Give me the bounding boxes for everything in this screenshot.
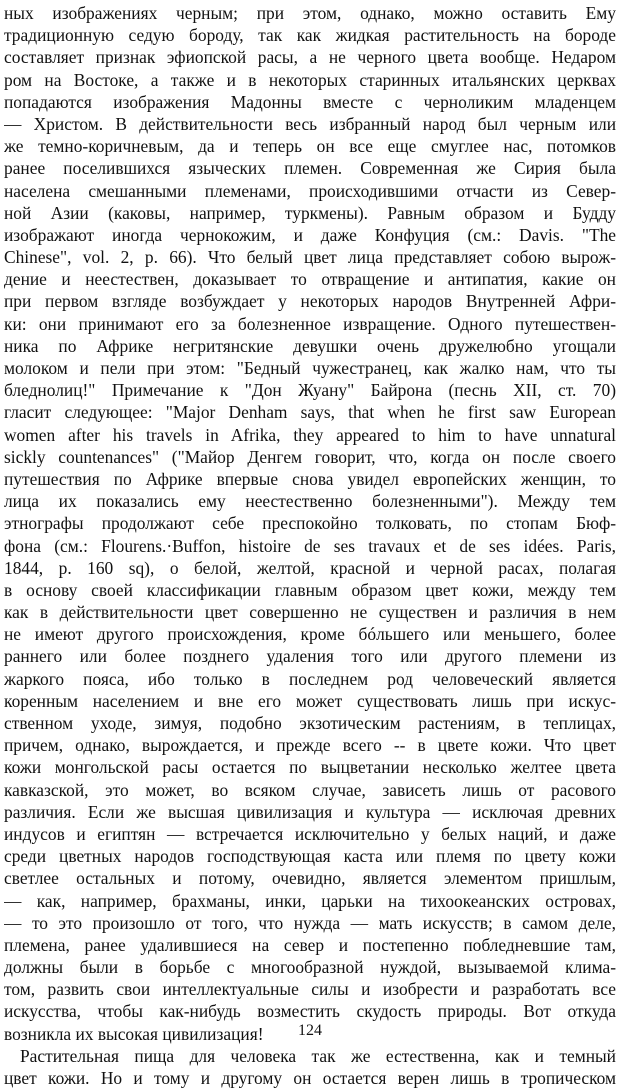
text-line: фона (см.: Flourens.·Buffon, histoire de ses travaux et de ses idées. Paris, — [4, 535, 616, 556]
body-text — [4, 2, 616, 1089]
text-line: лица их показались ему неестественно болезненными"). Между тем — [4, 491, 616, 512]
text-line: гласит следующее: "Major Denham says, that when he first saw European — [4, 402, 616, 423]
text-line: изображают иногда чернокожим, и даже Конфуция (см.: Davis. "The — [4, 224, 616, 245]
page-number: 124 — [298, 1022, 322, 1039]
text-line: искусства, чтобы как-нибудь возместить скудость природы. Вот откуда — [4, 1001, 616, 1022]
text-line: кожи монгольской расы остается по выцветании несколько желтее цвета — [4, 757, 616, 778]
text-line: не имеют другого происхождения, кроме бóльшего или меньшего, более — [4, 624, 616, 645]
text-line: составляет признак эфиопской расы, а не черного цвета вообще. Недаром — [4, 47, 616, 68]
text-line: должны были в борьбе с многообразной нуждой, вызываемой клима- — [4, 957, 616, 978]
text-line: ника по Африке негритянские девушки очень дружелюбно угощали — [4, 335, 616, 356]
text-line: — Христом. В действительности весь избранный народ был черным или — [4, 113, 616, 134]
text-line: раннего или более позднего удаления того или другого племени из — [4, 646, 616, 667]
text-line: ранее поселившихся языческих племен. Современная же Сирия была — [4, 158, 616, 179]
text-line: ки: они принимают его за болезненное извращение. Одного путешествен- — [4, 313, 616, 334]
text-line: путешествия по Африке впервые снова увидел европейских женщин, то — [4, 468, 616, 489]
text-line: же темно-коричневым, да и теперь он все еще смуглее нас, потомков — [4, 136, 616, 157]
text-line: жаркого пояса, ибо только в последнем род человеческий является — [4, 668, 616, 689]
text-line: при первом взгляде возбуждает у некоторых народов Внутренней Афри- — [4, 291, 616, 312]
text-line: бледнолиц!" Примечание к "Дон Жуану" Байрона (песнь XII, ст. 70) — [4, 380, 616, 401]
text-line: возникла их высокая цивилизация! — [4, 1023, 264, 1044]
paragraph — [4, 1045, 616, 1089]
text-line: индусов и египтян — встречается исключительно у белых наций, и даже — [4, 823, 616, 844]
text-line: среди цветных народов господствующая каста или племя по цвету кожи — [4, 846, 616, 867]
text-line: светлее остальных и потому, очевидно, является элементом пришлым, — [4, 868, 616, 889]
text-line: как в действительности цвет совершенно не существен и различия в нем — [4, 602, 616, 623]
text-line: причем, однако, вырождается, и прежде всего -- в цвете кожи. Что цвет — [4, 735, 616, 756]
text-line: молоком и пели при этом: "Бедный чужестранец, как жалко нам, что ты — [4, 358, 616, 378]
text-line: 1844, p. 160 sq), о белой, желтой, красной и черной расах, полагая — [4, 557, 616, 578]
text-line: ной Азии (каковы, например, туркмены). Равным образом и Будду — [4, 202, 616, 223]
text-line: дение и неестествен, доказывает то отвращение и антипатия, какие он — [4, 269, 616, 290]
text-line: ных изображениях черным; при этом, однако, можно оставить Ему — [4, 3, 616, 23]
text-line: sickly countenances" ("Майор Денгем говорит, что, когда он после своего — [4, 446, 616, 467]
text-line: различия. Если же высшая цивилизация и культура — исключая древних — [4, 801, 616, 822]
text-line: ром на Востоке, а также и в некоторых старинных итальянских церквах — [4, 69, 616, 90]
text-line: women after his travels in Afrika, they appeared to him to have unnatural — [4, 424, 616, 445]
text-line: попадаются изображения Мадонны вместе с черноликим младенцем — [4, 91, 616, 112]
text-line: — как, например, брахманы, инки, царьки на тихоокеанских островах, — [4, 890, 616, 911]
text-line: цвет кожи. Но и тому и другому он остается верен лишь в тропическом — [4, 1068, 616, 1088]
text-line: кавказской, это может, во всяком случае, зависеть лишь от расового — [4, 779, 616, 800]
text-line: этнографы продолжают себе преспокойно толковать, по стопам Бюф- — [4, 513, 616, 534]
text-line: в основу своей классификации главным образом цвет кожи, между тем — [4, 579, 616, 600]
text-line: племена, ранее удалившиеся на север и постепенно побледневшие там, — [4, 934, 616, 955]
text-line: Chinese", vol. 2, p. 66). Что белый цвет лица представляет собою вырож- — [4, 247, 616, 268]
text-line: — то это произошло от того, что нужда — мать искусств; в самом деле, — [4, 912, 616, 933]
text-line: коренным населением и вне его может существовать лишь при искус- — [4, 690, 616, 711]
text-line: Растительная пища для человека так же естественна, как и темный — [20, 1045, 616, 1066]
text-line: традиционную седую бороду, так как жидкая растительность на бороде — [4, 25, 616, 46]
text-line: том, развить свои интеллектуальные силы и изобрести и разработать все — [4, 979, 616, 1000]
text-line: ственном уходе, зимуя, подобно экзотическим растениям, в теплицах, — [4, 713, 616, 733]
paragraph — [4, 2, 616, 1045]
text-line: населена смешанными племенами, происходившими отчасти из Север- — [4, 180, 616, 201]
